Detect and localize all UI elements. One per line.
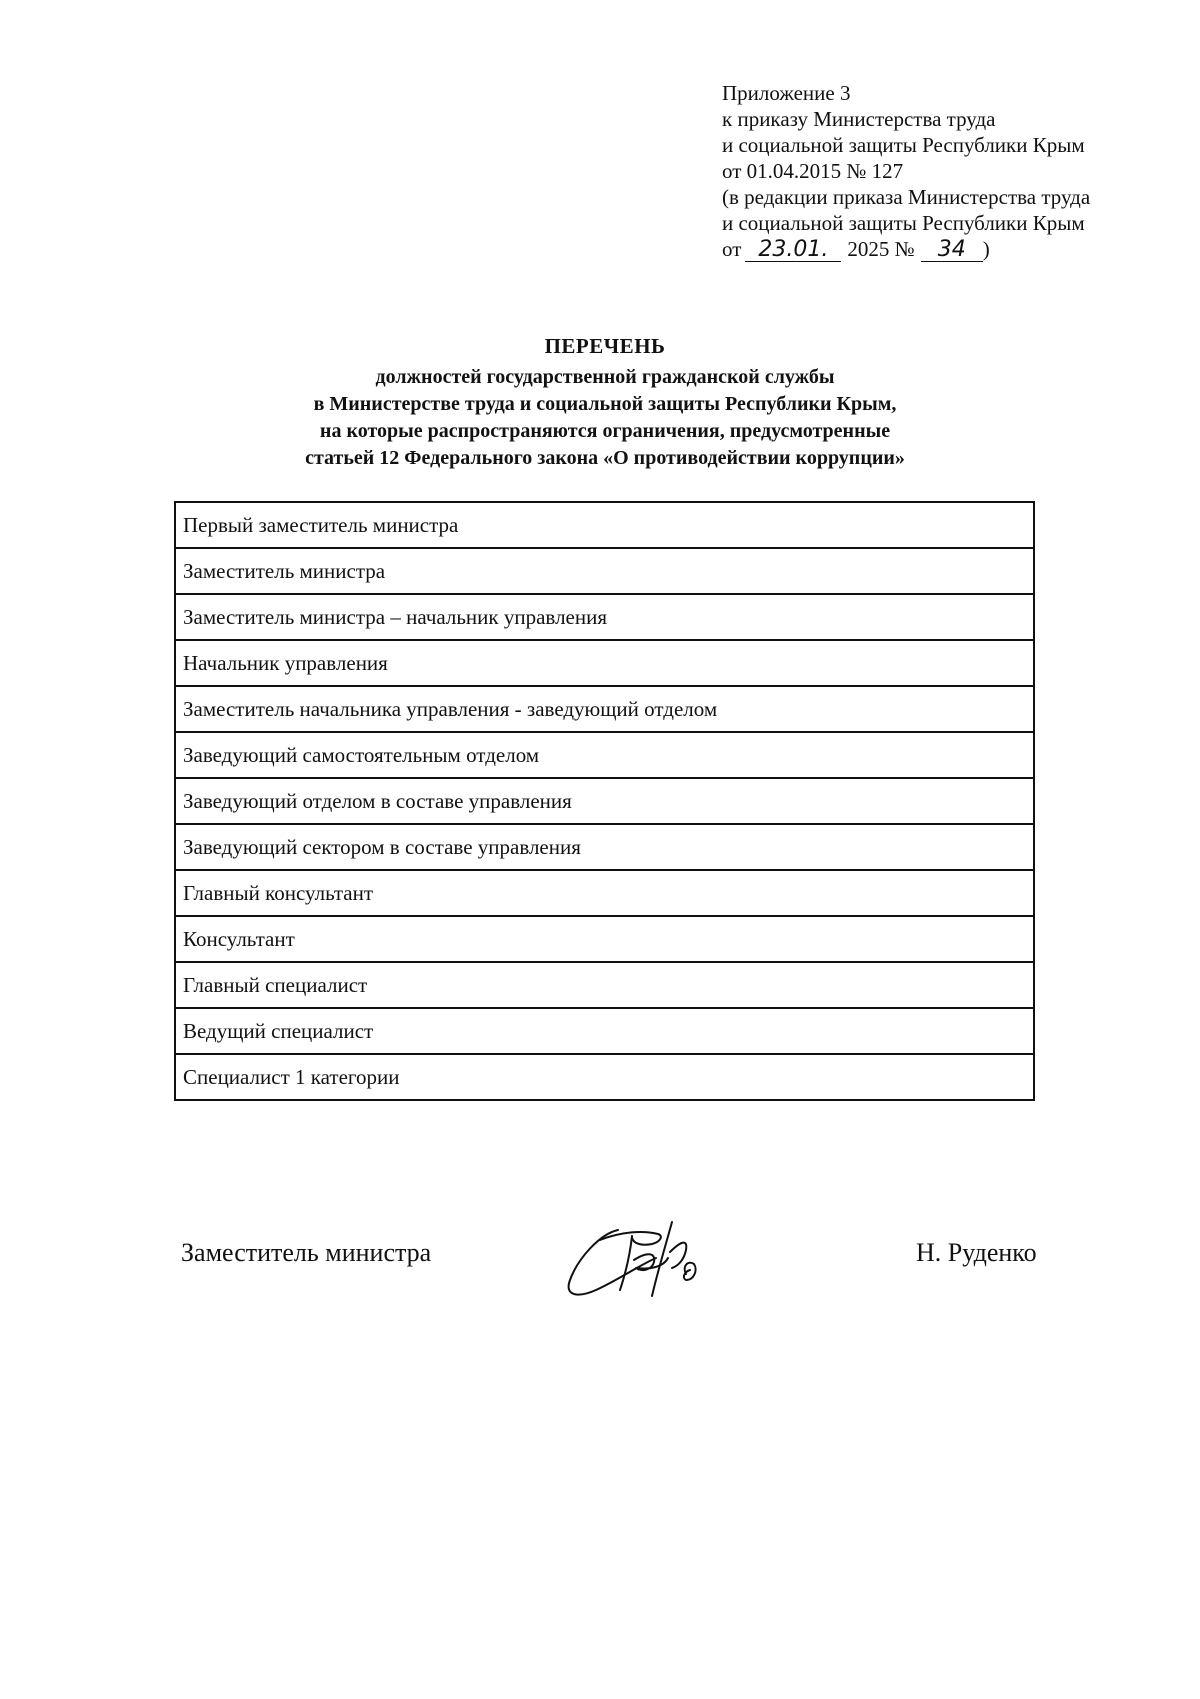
from-prefix: от: [722, 237, 742, 261]
table-row: [175, 502, 1034, 548]
position-cell: Консультант: [175, 916, 1034, 962]
year-number-label: 2025 №: [847, 237, 915, 261]
table-row: [175, 962, 1034, 1008]
position-cell: Ведущий специалист: [175, 1008, 1034, 1054]
position-cell: Специалист 1 категории: [175, 1054, 1034, 1100]
appendix-ministry: и социальной защиты Республики Крым: [722, 133, 1085, 157]
table-row: [175, 1008, 1034, 1054]
position-cell: Заместитель министра – начальник управления: [175, 594, 1034, 640]
handwritten-number: 34: [921, 239, 983, 262]
appendix-block: [722, 80, 1090, 262]
table-row: [175, 870, 1034, 916]
appendix-revision-ministry: и социальной защиты Республики Крым: [722, 211, 1085, 235]
position-cell: Заведующий отделом в составе управления: [175, 778, 1034, 824]
signatory-name: Н. Руденко: [916, 1238, 1037, 1267]
signatory-title: Заместитель министра: [181, 1238, 432, 1267]
document-heading: [200, 333, 1010, 472]
closing-paren: ): [982, 237, 990, 261]
table-row: [175, 548, 1034, 594]
heading-line-3: на которые распространяются ограничения, предусмотренные: [319, 420, 891, 442]
heading-line-2: в Министерстве труда и социальной защиты Республики Крым,: [313, 393, 897, 415]
position-cell: Заместитель министра: [175, 548, 1034, 594]
table-row: [175, 778, 1034, 824]
appendix-order-ref: к приказу Министерства труда: [722, 107, 996, 131]
appendix-revision: (в редакции приказа Министерства труда: [722, 185, 1091, 209]
position-cell: Главный консультант: [175, 870, 1034, 916]
table-row: [175, 640, 1034, 686]
position-cell: Заведующий самостоятельным отделом: [175, 732, 1034, 778]
appendix-order-date: от 01.04.2015 № 127: [722, 159, 904, 183]
positions-table: [174, 501, 1035, 1101]
table-row: [175, 594, 1034, 640]
appendix-number: Приложение 3: [722, 81, 851, 105]
position-cell: Начальник управления: [175, 640, 1034, 686]
table-row: [175, 916, 1034, 962]
document-title: ПЕРЕЧЕНЬ: [544, 334, 666, 358]
handwritten-signature: [560, 1208, 725, 1308]
table-row: [175, 686, 1034, 732]
table-row: [175, 1054, 1034, 1100]
appendix-revision-date-line: [722, 236, 1090, 262]
position-cell: Первый заместитель министра: [175, 502, 1034, 548]
heading-line-4: статьей 12 Федерального закона «О противодействии коррупции»: [305, 447, 905, 469]
position-cell: Главный специалист: [175, 962, 1034, 1008]
table-row: [175, 824, 1034, 870]
table-row: [175, 732, 1034, 778]
position-cell: Заместитель начальника управления - заведующий отделом: [175, 686, 1034, 732]
handwritten-date: 23.01.: [745, 239, 841, 262]
heading-line-1: должностей государственной гражданской службы: [375, 366, 835, 388]
position-cell: Заведующий сектором в составе управления: [175, 824, 1034, 870]
